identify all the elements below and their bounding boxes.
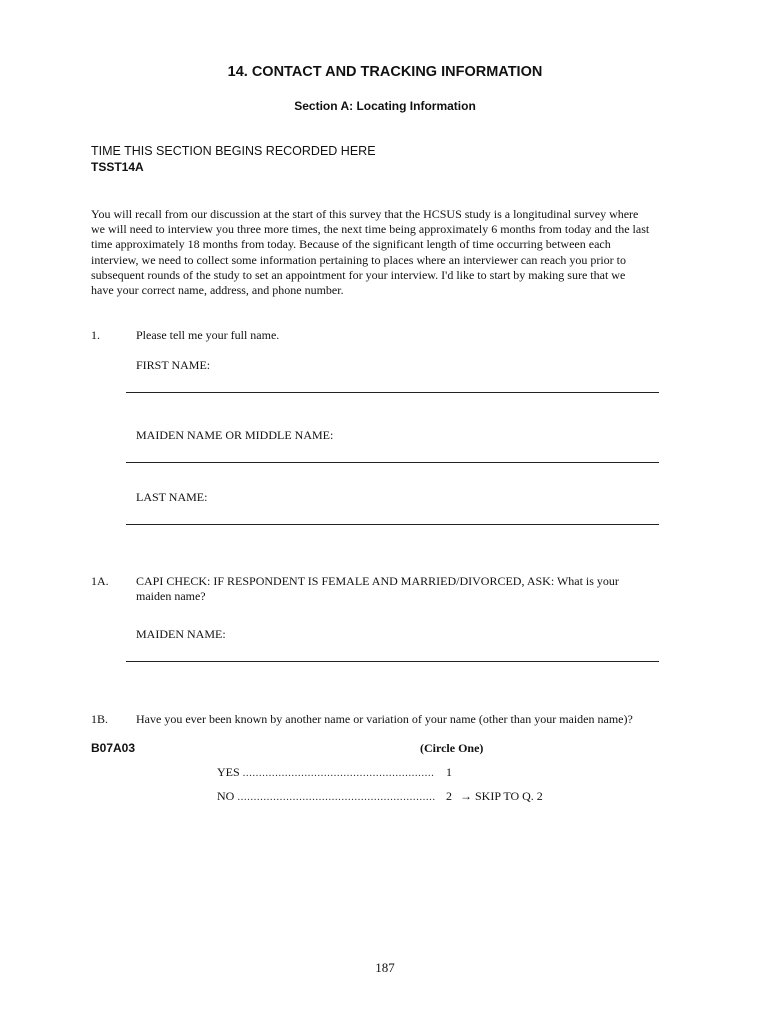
page-number: 187: [375, 960, 395, 975]
last-name-label: LAST NAME:: [136, 490, 208, 504]
intro-paragraph: [91, 207, 681, 298]
option-yes-leader: ...........................................................: [242, 767, 435, 779]
option-yes[interactable]: [217, 765, 434, 780]
middle-name-label: MAIDEN NAME OR MIDDLE NAME:: [136, 428, 334, 442]
option-yes-label: YES: [217, 765, 240, 779]
circle-instruction: (Circle One): [420, 741, 484, 755]
page-title: 14. CONTACT AND TRACKING INFORMATION: [227, 64, 543, 80]
first-name-field[interactable]: [126, 392, 659, 393]
maiden-name-label: MAIDEN NAME:: [136, 627, 226, 641]
maiden-name-field[interactable]: [126, 661, 659, 662]
section-subtitle: Section A: Locating Information: [294, 99, 476, 113]
intro-line: time approximately 18 months from today. Because of the significant length of time occurring between each: [91, 237, 611, 252]
question-1b-number: 1B.: [91, 712, 109, 726]
variable-code: B07A03: [91, 741, 136, 755]
question-1a-line: CAPI CHECK: IF RESPONDENT IS FEMALE AND MARRIED/DIVORCED, ASK: What is your: [136, 574, 619, 588]
option-no-code[interactable]: 2: [446, 789, 452, 803]
intro-line: You will recall from our discussion at the start of this survey that the HCSUS study is a longitudinal survey where: [91, 207, 639, 221]
question-1-text: Please tell me your full name.: [136, 328, 280, 342]
option-yes-code[interactable]: 1: [446, 765, 452, 779]
question-1-number: 1.: [91, 328, 100, 342]
question-1a-text: [136, 574, 619, 604]
intro-line: subsequent rounds of the study to set an appointment for your interview. I'd like to start by making sure that we: [91, 267, 626, 282]
option-no-label: NO: [217, 789, 235, 803]
intro-line: we will need to interview you three more times, the next time being approximately 6 months from today and the last: [91, 222, 650, 237]
question-1a-number: 1A.: [91, 574, 109, 588]
intro-line: have your correct name, address, and phone number.: [91, 283, 344, 298]
option-no-leader: .............................................................: [237, 791, 436, 803]
intro-line: interview, we need to collect some information pertaining to places where an interviewer can reach you prior to: [91, 252, 627, 267]
question-1a-line: maiden name?: [136, 589, 206, 604]
time-section-code: TSST14A: [91, 160, 144, 174]
last-name-field[interactable]: [126, 524, 659, 525]
time-section-label: TIME THIS SECTION BEGINS RECORDED HERE: [91, 144, 376, 158]
first-name-label: FIRST NAME:: [136, 358, 211, 372]
question-1b-text: Have you ever been known by another name or variation of your name (other than your maiden name)?: [136, 712, 633, 726]
option-no[interactable]: [217, 789, 436, 804]
skip-instruction: → SKIP TO Q. 2: [460, 789, 543, 803]
middle-name-field[interactable]: [126, 462, 659, 463]
